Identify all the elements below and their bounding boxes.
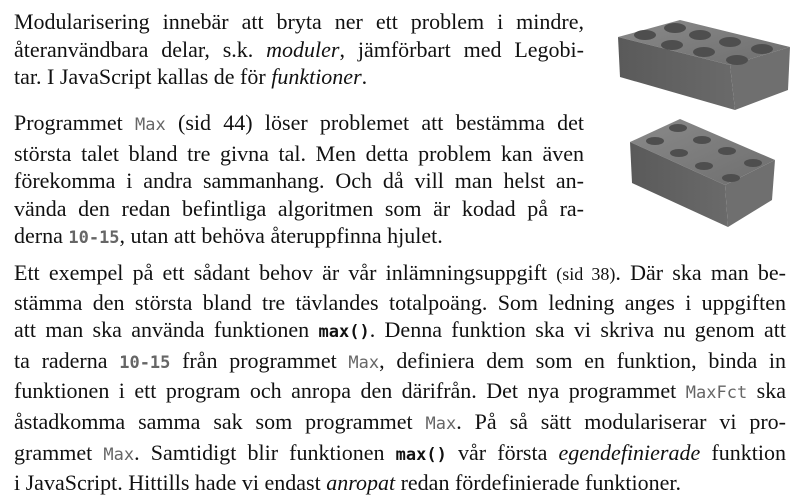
text: , jämförbart med Legobi- [339, 36, 584, 62]
text: grammet [14, 439, 104, 465]
text-line [14, 140, 584, 168]
text: . Där ska man be- [615, 260, 786, 285]
text-line [14, 469, 786, 497]
text-line [14, 347, 786, 378]
text: Ett exempel på ett sådant behov är vår inlämningsuppgift [14, 260, 557, 285]
text: största talet bland tre givna tal. Men detta problem kan även [14, 140, 584, 166]
text: i JavaScript. Hittills hade vi endast [14, 470, 327, 496]
lego-bricks-illustration [600, 5, 800, 245]
lego-brick-icon [618, 20, 790, 110]
text: vår första [446, 439, 559, 465]
code-program-name: MaxFct [685, 383, 748, 404]
text: Programmet [14, 110, 136, 135]
text-line [14, 289, 786, 317]
text-line [14, 377, 786, 408]
code-program-name: Max [348, 352, 380, 373]
text: från programmet [170, 347, 349, 373]
text: ta raderna [14, 347, 120, 373]
text-line [14, 408, 786, 439]
text-line [14, 316, 786, 347]
text-line [14, 195, 584, 223]
emphasis-term: egendefinierade [558, 439, 701, 465]
emphasis-term: funktioner [271, 64, 362, 90]
text: åstadkomma samma sak som programmet [14, 408, 426, 434]
text: stämma den största bland tre tävlandes totalpoäng. Som ledning anges i uppgiften [14, 289, 786, 315]
code-program-name: Max [425, 413, 457, 434]
text: återanvändbara delar, s.k. [14, 36, 267, 62]
code-line-range: 10-15 [68, 228, 120, 249]
text: . Denna funktion ska vi skriva nu genom att [369, 317, 786, 343]
text: Modularisering innebär att bryta ner ett problem i mindre, [14, 9, 584, 34]
text: . Samtidigt blir funktionen [134, 439, 396, 465]
code-line-range: 10-15 [119, 352, 171, 373]
text: , definiera dem som en funktion, binda in [379, 347, 787, 373]
text: funktion [700, 439, 786, 465]
text: att man ska använda funktionen [14, 317, 319, 343]
code-program-name: Max [103, 444, 135, 465]
emphasis-term: moduler [266, 36, 340, 62]
text: tar. I JavaScript kallas de för [14, 64, 272, 90]
text-line [14, 439, 786, 470]
emphasis-term: anropat [326, 470, 396, 496]
text-line [14, 259, 786, 289]
code-function-name: max() [318, 322, 370, 343]
text: ska [747, 378, 787, 404]
text-line [14, 36, 584, 64]
paragraph-example [14, 259, 786, 497]
text-line [14, 109, 584, 140]
page-reference: (sid 38) [556, 264, 616, 284]
text: funktionen i ett program och anropa den därifrån. Det nya programmet [14, 378, 686, 404]
text: vända den redan befintliga algoritmen som är kodad på ra- [14, 195, 584, 221]
text: , utan att behöva återuppfinna hjulet. [119, 223, 443, 249]
text-line [14, 8, 584, 36]
text: . [361, 64, 368, 90]
text: förekomma i andra sammanhang. Och då vill man helst an- [14, 168, 584, 194]
code-program-name: Max [135, 115, 166, 135]
lego-brick-icon [630, 119, 775, 227]
text-line [14, 63, 584, 91]
code-function-name: max() [395, 444, 447, 465]
paragraph-max-program [14, 109, 584, 253]
paragraph-intro [14, 8, 584, 91]
text-line [14, 222, 584, 253]
text: . På så sätt modulariserar vi pro- [456, 408, 786, 434]
text: derna [14, 223, 69, 249]
text: redan fördefinierade funktioner. [395, 470, 681, 496]
text-line [14, 167, 584, 195]
text: (sid 44) löser problemet att bestämma det [165, 110, 584, 135]
